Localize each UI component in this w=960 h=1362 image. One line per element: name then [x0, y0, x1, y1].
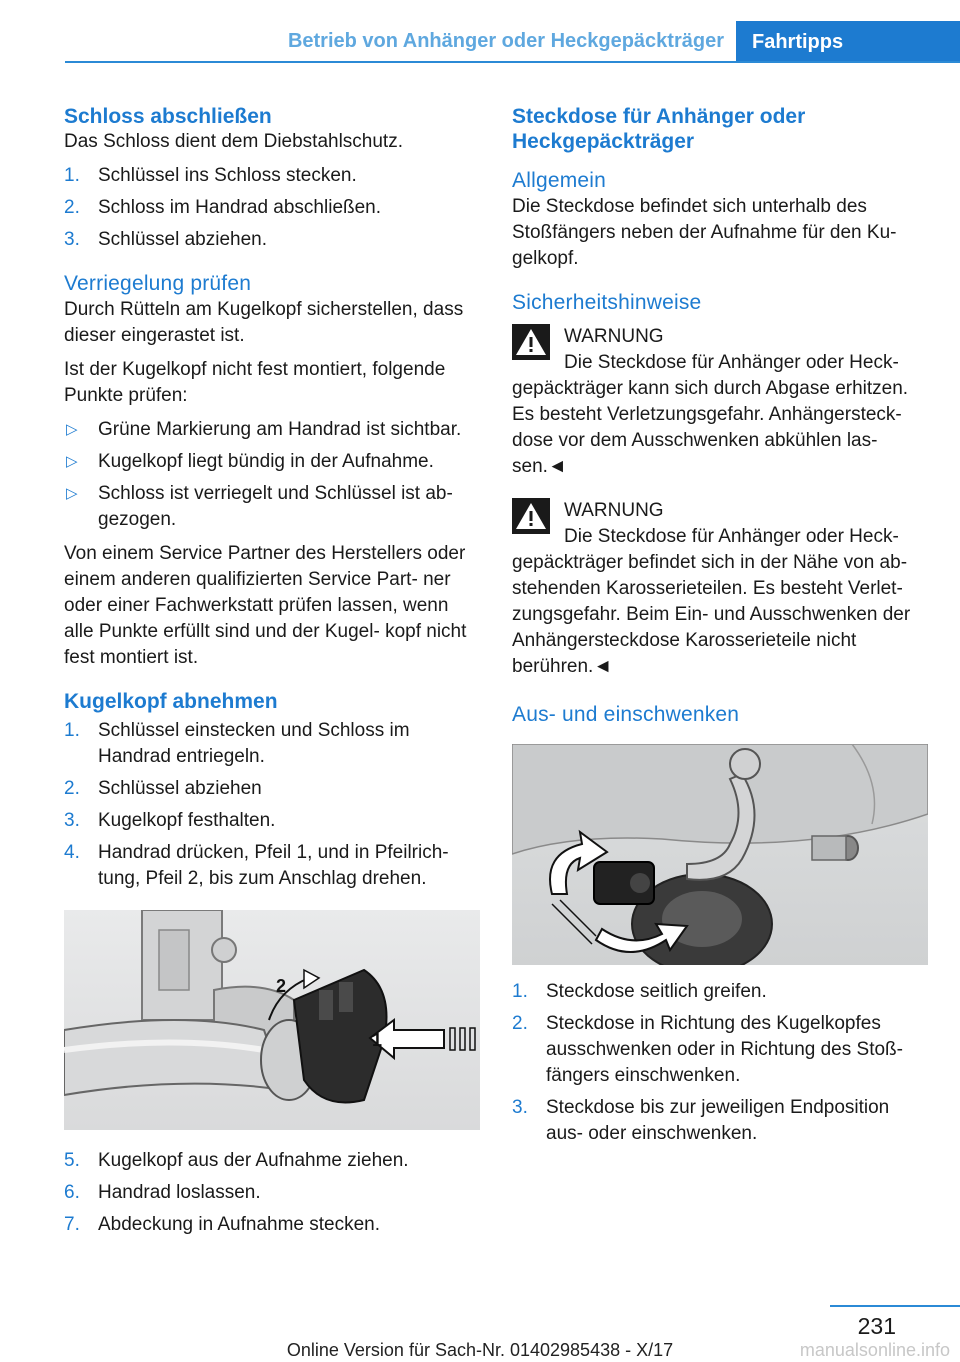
warning-block: [512, 324, 928, 480]
warning-text: Die Steckdose für Anhänger oder Heck‐: [564, 526, 899, 547]
list-item: 2. Schlüssel abziehen: [64, 778, 262, 799]
list-item: 4. Handrad drücken, Pfeil 1, und in Pfeilrich‐ tung, Pfeil 2, bis zum Anschlag drehen.: [64, 842, 449, 889]
steps-list: [64, 718, 480, 892]
header-rule: [65, 61, 960, 63]
list-item: 3. Kugelkopf festhalten.: [64, 810, 276, 831]
heading-sicherheitshinweise: Sicherheitshinweise: [512, 291, 702, 314]
list-item: 3. Steckdose bis zur jeweiligen Endposition aus- oder einschwenken.: [512, 1097, 890, 1144]
list-item: ▷ Kugelkopf liegt bündig in der Aufnahme.: [64, 449, 480, 475]
warning-block: [512, 498, 928, 680]
heading-aus-einschwenken: Aus- und einschwenken: [512, 703, 740, 726]
list-item: ▷ Grüne Markierung am Handrad ist sichtbar.: [64, 417, 480, 443]
heading-schloss-abschliessen: Schloss abschließen: [64, 105, 272, 128]
right-column: [512, 104, 928, 1147]
figure-label-2: 2: [276, 976, 287, 996]
heading-verriegelung-pruefen: Verriegelung prüfen: [64, 272, 252, 295]
warning-title: WARNUNG: [564, 500, 664, 521]
list-item: ▷ Schloss ist verriegelt und Schlüssel ist ab‐ gezogen.: [66, 483, 453, 530]
list-item: 1. Schlüssel ins Schloss stecken.: [64, 165, 357, 186]
list-item: 2. Steckdose in Richtung des Kugelkopfes ausschwenken oder in Richtung des Stoß‐ fängers einschwenken.: [512, 1013, 903, 1086]
heading-allgemein: Allgemein: [512, 169, 607, 192]
list-item: 1. Schlüssel einstecken und Schloss im Handrad entriegeln.: [64, 720, 410, 767]
warning-text: gepäckträger befindet sich in der Nähe von ab‐ stehenden Karosserieteilen. Es besteht Verlet‐ zungsgefahr. Beim Ein- und Ausschwenken der Anhängersteckdose Karosserieteile nicht berühren.◄: [512, 552, 911, 677]
paragraph: Die Steckdose befindet sich unterhalb des Stoßfängers neben der Aufnahme für den Ku‐ gelkopf.: [512, 196, 897, 269]
figure-handwheel-ball-head: [64, 910, 480, 1130]
warning-text: gepäckträger kann sich durch Abgase erhitzen. Es besteht Verletzungsgefahr. Anhängersteck‐ dose vor dem Ausschwenken abkühlen las‐ sen.◄: [512, 378, 909, 477]
paragraph: Das Schloss dient dem Diebstahlschutz.: [64, 131, 403, 152]
warning-triangle-icon: [512, 324, 550, 360]
paragraph: Von einem Service Partner des Herstellers oder einem anderen qualifizierten Service Part‐ ner oder einer Fachwerkstatt prüfen lassen, wenn alle Punkte erfüllt sind und der Kugel‐ kopf nicht fest montiert ist.: [64, 543, 467, 668]
watermark: manualsonline.info: [799, 1340, 950, 1360]
triangle-bullet-icon: ▷: [66, 485, 78, 502]
list-item: 3. Schlüssel abziehen.: [64, 229, 267, 250]
running-header-tab: Fahrtipps: [736, 21, 960, 63]
warning-title: WARNUNG: [564, 326, 664, 347]
list-item: 5. Kugelkopf aus der Aufnahme ziehen.: [64, 1150, 409, 1171]
running-header-section: Betrieb von Anhänger oder Heckgepäckträger: [287, 30, 724, 52]
heading-steckdose: Steckdose für Anhänger oder Heckgepäckträger: [512, 105, 806, 153]
paragraph: Durch Rütteln am Kugelkopf sicherstellen, dass dieser eingerastet ist.: [64, 299, 464, 346]
triangle-bullet-icon: ▷: [66, 453, 78, 470]
figure-socket-swivel: [512, 744, 928, 965]
warning-triangle-icon: [512, 498, 550, 534]
list-item: 1. Steckdose seitlich greifen.: [512, 981, 767, 1002]
list-item: 6. Handrad loslassen.: [64, 1182, 261, 1203]
paragraph: Ist der Kugelkopf nicht fest montiert, folgende Punkte prüfen:: [64, 359, 446, 406]
online-version-note: Online Version für Sach-Nr. 01402985438 - X/17: [286, 1340, 674, 1360]
warning-text: Die Steckdose für Anhänger oder Heck‐: [564, 352, 899, 373]
page-number: 231: [857, 1313, 896, 1339]
heading-kugelkopf-abnehmen: Kugelkopf abnehmen: [64, 690, 278, 713]
steps-list: [64, 1148, 480, 1238]
figure-label-1: 1: [372, 1030, 383, 1050]
steps-list: [64, 163, 480, 253]
list-item: 7. Abdeckung in Aufnahme stecken.: [64, 1214, 381, 1235]
footer-rule: [830, 1305, 960, 1307]
triangle-bullet-icon: ▷: [66, 421, 78, 438]
left-column: [64, 104, 480, 1238]
steps-list: [512, 979, 928, 1147]
bullet-list: [64, 417, 480, 533]
list-item: 2. Schloss im Handrad abschließen.: [64, 197, 382, 218]
